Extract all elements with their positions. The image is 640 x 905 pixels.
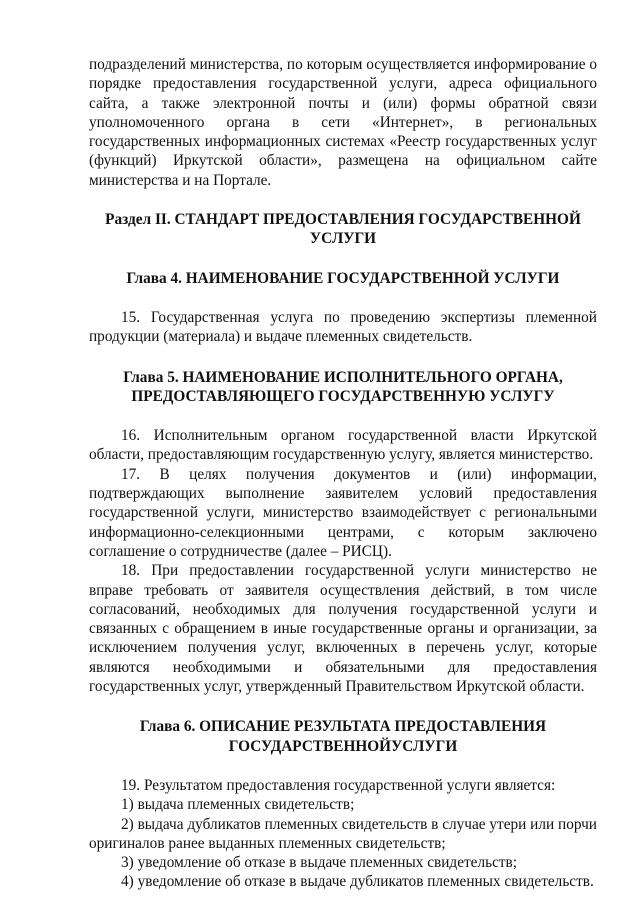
chapter-5-heading-line-2: ПРЕДОСТАВЛЯЮЩЕГО ГОСУДАРСТВЕННУЮ УСЛУГУ <box>131 387 555 405</box>
result-item-4: 4) уведомление об отказе в выдаче дубликатов племенных свидетельств. <box>121 873 594 891</box>
paragraph-16: 16. Исполнительным органом государственной власти Иркутской области, предоставляющим государственную услугу, является министерство. <box>89 427 597 464</box>
chapter-5-heading <box>89 368 597 407</box>
chapter-6-heading <box>89 717 597 756</box>
result-item-2: 2) выдача дубликатов племенных свидетельств в случае утери или порчи оригиналов ранее выданных племенных свидетельств; <box>89 815 597 852</box>
chapter-5-heading-line-1: Глава 5. НАИМЕНОВАНИЕ ИСПОЛНИТЕЛЬНОГО ОРГАНА, <box>123 368 563 386</box>
result-item-1: 1) выдача племенных свидетельств; <box>121 796 355 814</box>
result-item-3: 3) уведомление об отказе в выдаче племенных свидетельств; <box>121 854 518 872</box>
document-page <box>89 55 597 892</box>
paragraph-18: 18. При предоставлении государственной услуги министерство не вправе требовать от заявителя осуществления действий, в том числе согласований, необходимых для получения государственной услуги и связанных с обращением в иные государственные органы и организации, за исключением получения услуг, включенных в перечень услуг, которые являются необходимыми и обязательными для предоставления государственных услуг, утвержденный Правительством Иркутской области. <box>89 562 597 696</box>
paragraph-17: 17. В целях получения документов и (или) информации, подтверждающих выполнение заявителем условий предоставления государственной услуги, министерство взаимодействует с региональными информационно-селекционными центрами, с которым заключено соглашение о сотрудничестве (далее – РИСЦ). <box>89 465 597 560</box>
chapter-6-heading-line-2: ГОСУДАРСТВЕННОЙУСЛУГИ <box>228 737 458 755</box>
intro-paragraph: подразделений министерства, по которым осуществляется информирование о порядке предоставления государственной услуги, адреса официального сайта, а также электронной почты и (или) формы обратной связи уполномоченного органа в сети «Интернет», в региональных государственных информационных системах «Реестр государственных услуг (функций) Иркутской области», размещена на официальном сайте министерства и на Портале. <box>89 56 597 189</box>
chapter-4-heading: Глава 4. НАИМЕНОВАНИЕ ГОСУДАРСТВЕННОЙ УСЛУГИ <box>126 269 560 287</box>
paragraph-15: 15. Государственная услуга по проведению экспертизы племенной продукции (материала) и выдаче племенных свидетельств. <box>89 308 597 346</box>
paragraph-19: 19. Результатом предоставления государственной услуги является: <box>121 776 556 794</box>
chapter-6-heading-line-1: Глава 6. ОПИСАНИЕ РЕЗУЛЬТАТА ПРЕДОСТАВЛЕНИЯ <box>139 718 547 736</box>
section-2-heading: Раздел II. СТАНДАРТ ПРЕДОСТАВЛЕНИЯ ГОСУДАРСТВЕННОЙ УСЛУГИ <box>105 211 581 248</box>
